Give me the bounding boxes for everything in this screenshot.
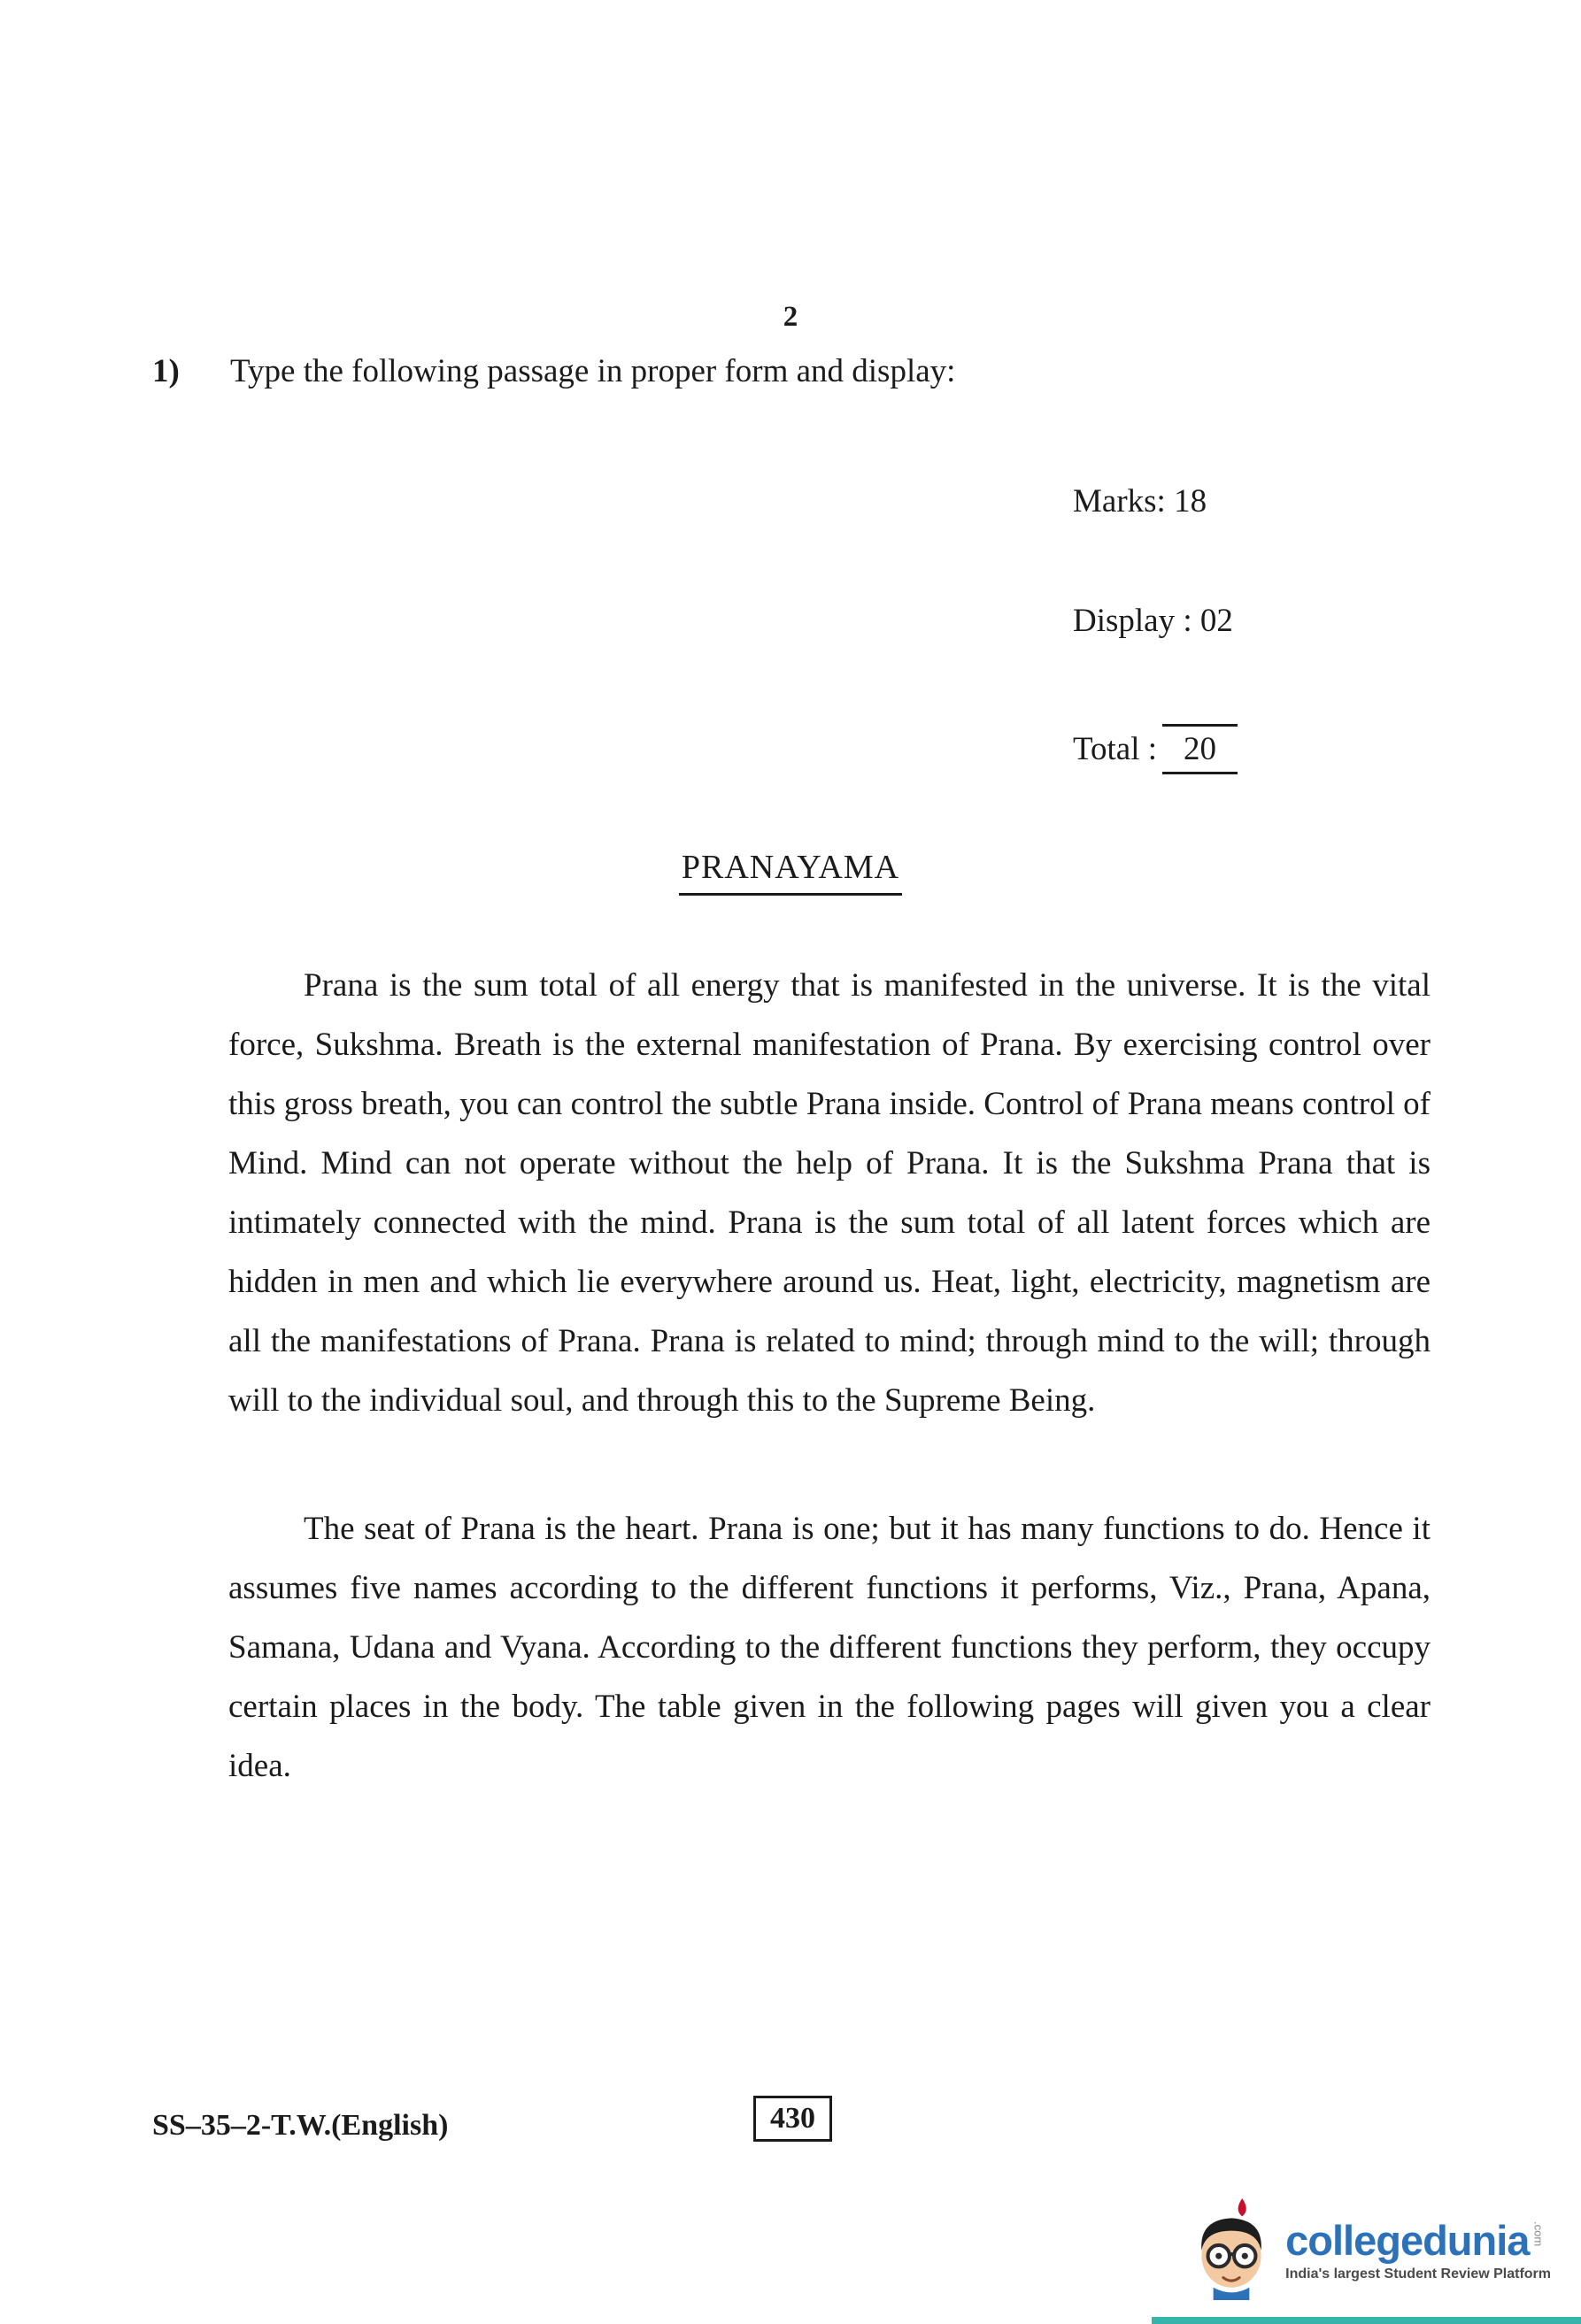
total-line — [1073, 724, 1238, 774]
brand-row — [1285, 2216, 1551, 2264]
brand-tagline: India's largest Student Review Platform — [1285, 2266, 1551, 2282]
marks-line: Marks: 18 — [1073, 483, 1207, 519]
display-line: Display : 02 — [1073, 603, 1233, 639]
question-row — [152, 352, 1445, 390]
total-label: Total : — [1073, 731, 1158, 767]
total-value: 20 — [1162, 724, 1238, 774]
paragraph: Prana is the sum total of all energy that is manifested in the universe. It is the vital force, Sukshma. Breath is the external manifestation of Prana. By exercising control over this gross breath, you can control the subtle Prana inside. Control of Prana means control of Mind. Mind can not operate without the help of Prana. It is the Sukshma Prana that is intimately connected with the mind. Prana is the sum total of all latent forces which are hidden in men and which lie everywhere around us. Heat, light, electricity, magnetism are all the manifestations of Prana. Prana is related to mind; through mind to the will; through will to the individual soul, and through this to the Supreme Being. — [228, 967, 1431, 1419]
paragraph: The seat of Prana is the heart. Prana is one; but it has many functions to do. Hence it assumes five names according to the different functions it performs, Viz., Prana, Apana, Samana, Udana and Vyana. According to the different functions they perform, they occupy certain places in the body. The table given in the following pages will given you a clear idea. — [228, 1511, 1431, 1784]
logo-text-column — [1285, 2216, 1551, 2282]
footer-page-box: 430 — [753, 2096, 832, 2142]
brand-domain-suffix: .com — [1531, 2220, 1546, 2246]
passage-title — [0, 848, 1581, 887]
logo-accent-bar — [1152, 2317, 1581, 2324]
question-number: 1) — [152, 353, 180, 389]
brand-wordmark: collegedunia — [1285, 2216, 1530, 2264]
question-text: Type the following passage in proper form and display: — [230, 353, 956, 389]
page-number: 2 — [783, 301, 798, 333]
mascot-icon — [1186, 2197, 1276, 2305]
footer-paper-code: SS–35–2-T.W.(English) — [152, 2109, 449, 2142]
collegedunia-logo — [1186, 2197, 1551, 2305]
passage-title-text: PRANAYAMA — [679, 849, 902, 896]
passage-body — [228, 956, 1431, 1796]
